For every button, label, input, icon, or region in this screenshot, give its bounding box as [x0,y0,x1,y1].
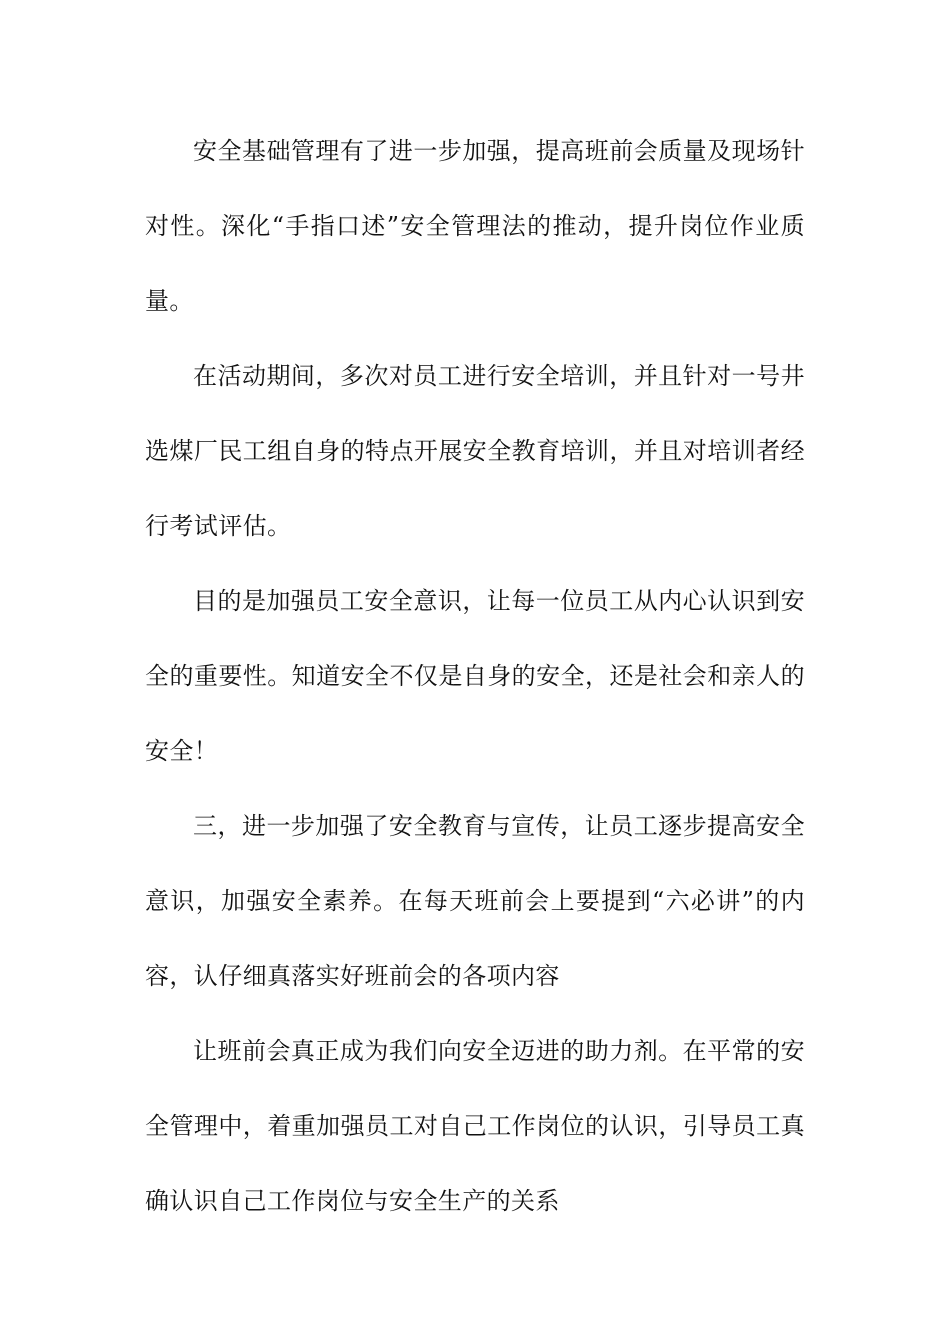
paragraph-1: 安全基础管理有了进一步加强，提高班前会质量及现场针对性。深化“手指口述”安全管理法的推动，提升岗位作业质量。 [145,137,805,315]
paragraph-5: 让班前会真正成为我们向安全迈进的助力剂。在平常的安全管理中，着重加强员工对自己工作岗位的认识，引导员工真确认识自己工作岗位与安全生产的关系 [145,1037,805,1215]
paragraph-2: 在活动期间，多次对员工进行安全培训，并且针对一号井选煤厂民工组自身的特点开展安全教育培训，并且对培训者经行考试评估。 [145,362,805,540]
document-body [145,114,805,1239]
paragraph-3: 目的是加强员工安全意识，让每一位员工从内心认识到安全的重要性。知道安全不仅是自身的安全，还是社会和亲人的安全！ [145,587,805,765]
paragraph-4: 三，进一步加强了安全教育与宣传，让员工逐步提高安全意识，加强安全素养。在每天班前会上要提到“六必讲”的内容，认仔细真落实好班前会的各项内容 [145,812,805,990]
